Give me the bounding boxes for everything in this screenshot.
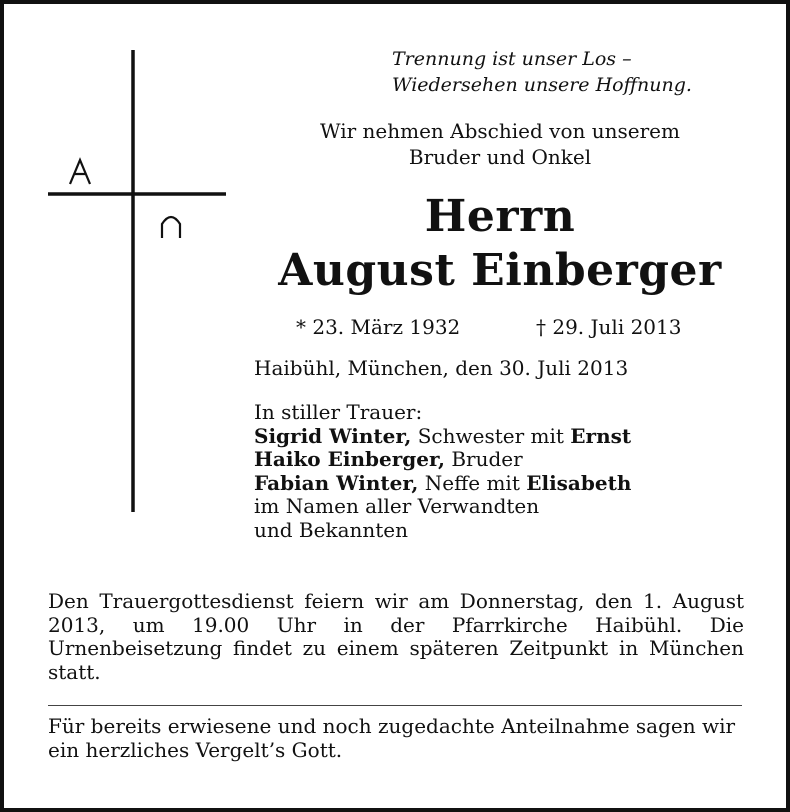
death-date: † 29. Juli 2013 (536, 315, 682, 339)
intro-line-2: Bruder und Onkel (408, 145, 592, 169)
motto (392, 46, 692, 98)
mourners-list (254, 401, 734, 542)
omega-letter (162, 217, 180, 238)
mourners-heading: In stiller Trauer: (254, 400, 423, 424)
mourner-line-4: im Namen aller Verwandten (254, 494, 540, 518)
mourner-line-5: und Bekannten (254, 517, 409, 542)
mourner-line-3: Fabian Winter, Neffe mit Elisabeth (254, 470, 632, 495)
alpha-letter (70, 160, 90, 184)
motto-line-2: Wiedersehen unsere Hoffnung. (392, 74, 692, 96)
salutation: Herrn (424, 191, 576, 242)
place-and-date: Haibühl, München, den 30. Juli 2013 (254, 356, 629, 380)
intro-text (250, 118, 750, 170)
service-announcement: Den Trauergottesdienst feiern wir am Donnerstag, den 1. August 2013, um 19.00 Uhr in der Pfarrkirche Haibühl. Die Urnenbeisetzung findet zu einem späteren Zeitpunkt in München statt. (48, 589, 744, 685)
thanks-text: Für bereits erwiesene und noch zugedachte Anteilnahme sagen wir ein herzliches Vergelt’s Gott. (48, 714, 736, 762)
full-name: August Einberger (278, 245, 722, 296)
birth-date: * 23. März 1932 (296, 315, 461, 339)
divider (48, 705, 742, 706)
mourner-line-2: Haiko Einberger, Bruder (254, 447, 523, 471)
cross-alpha-omega-icon (44, 46, 230, 516)
deceased-name (250, 190, 750, 298)
motto-line-1: Trennung ist unser Los – (392, 48, 632, 70)
mourner-line-1: Sigrid Winter, Schwester mit Ernst (254, 423, 632, 448)
intro-line-1: Wir nehmen Abschied von unserem (320, 119, 680, 143)
